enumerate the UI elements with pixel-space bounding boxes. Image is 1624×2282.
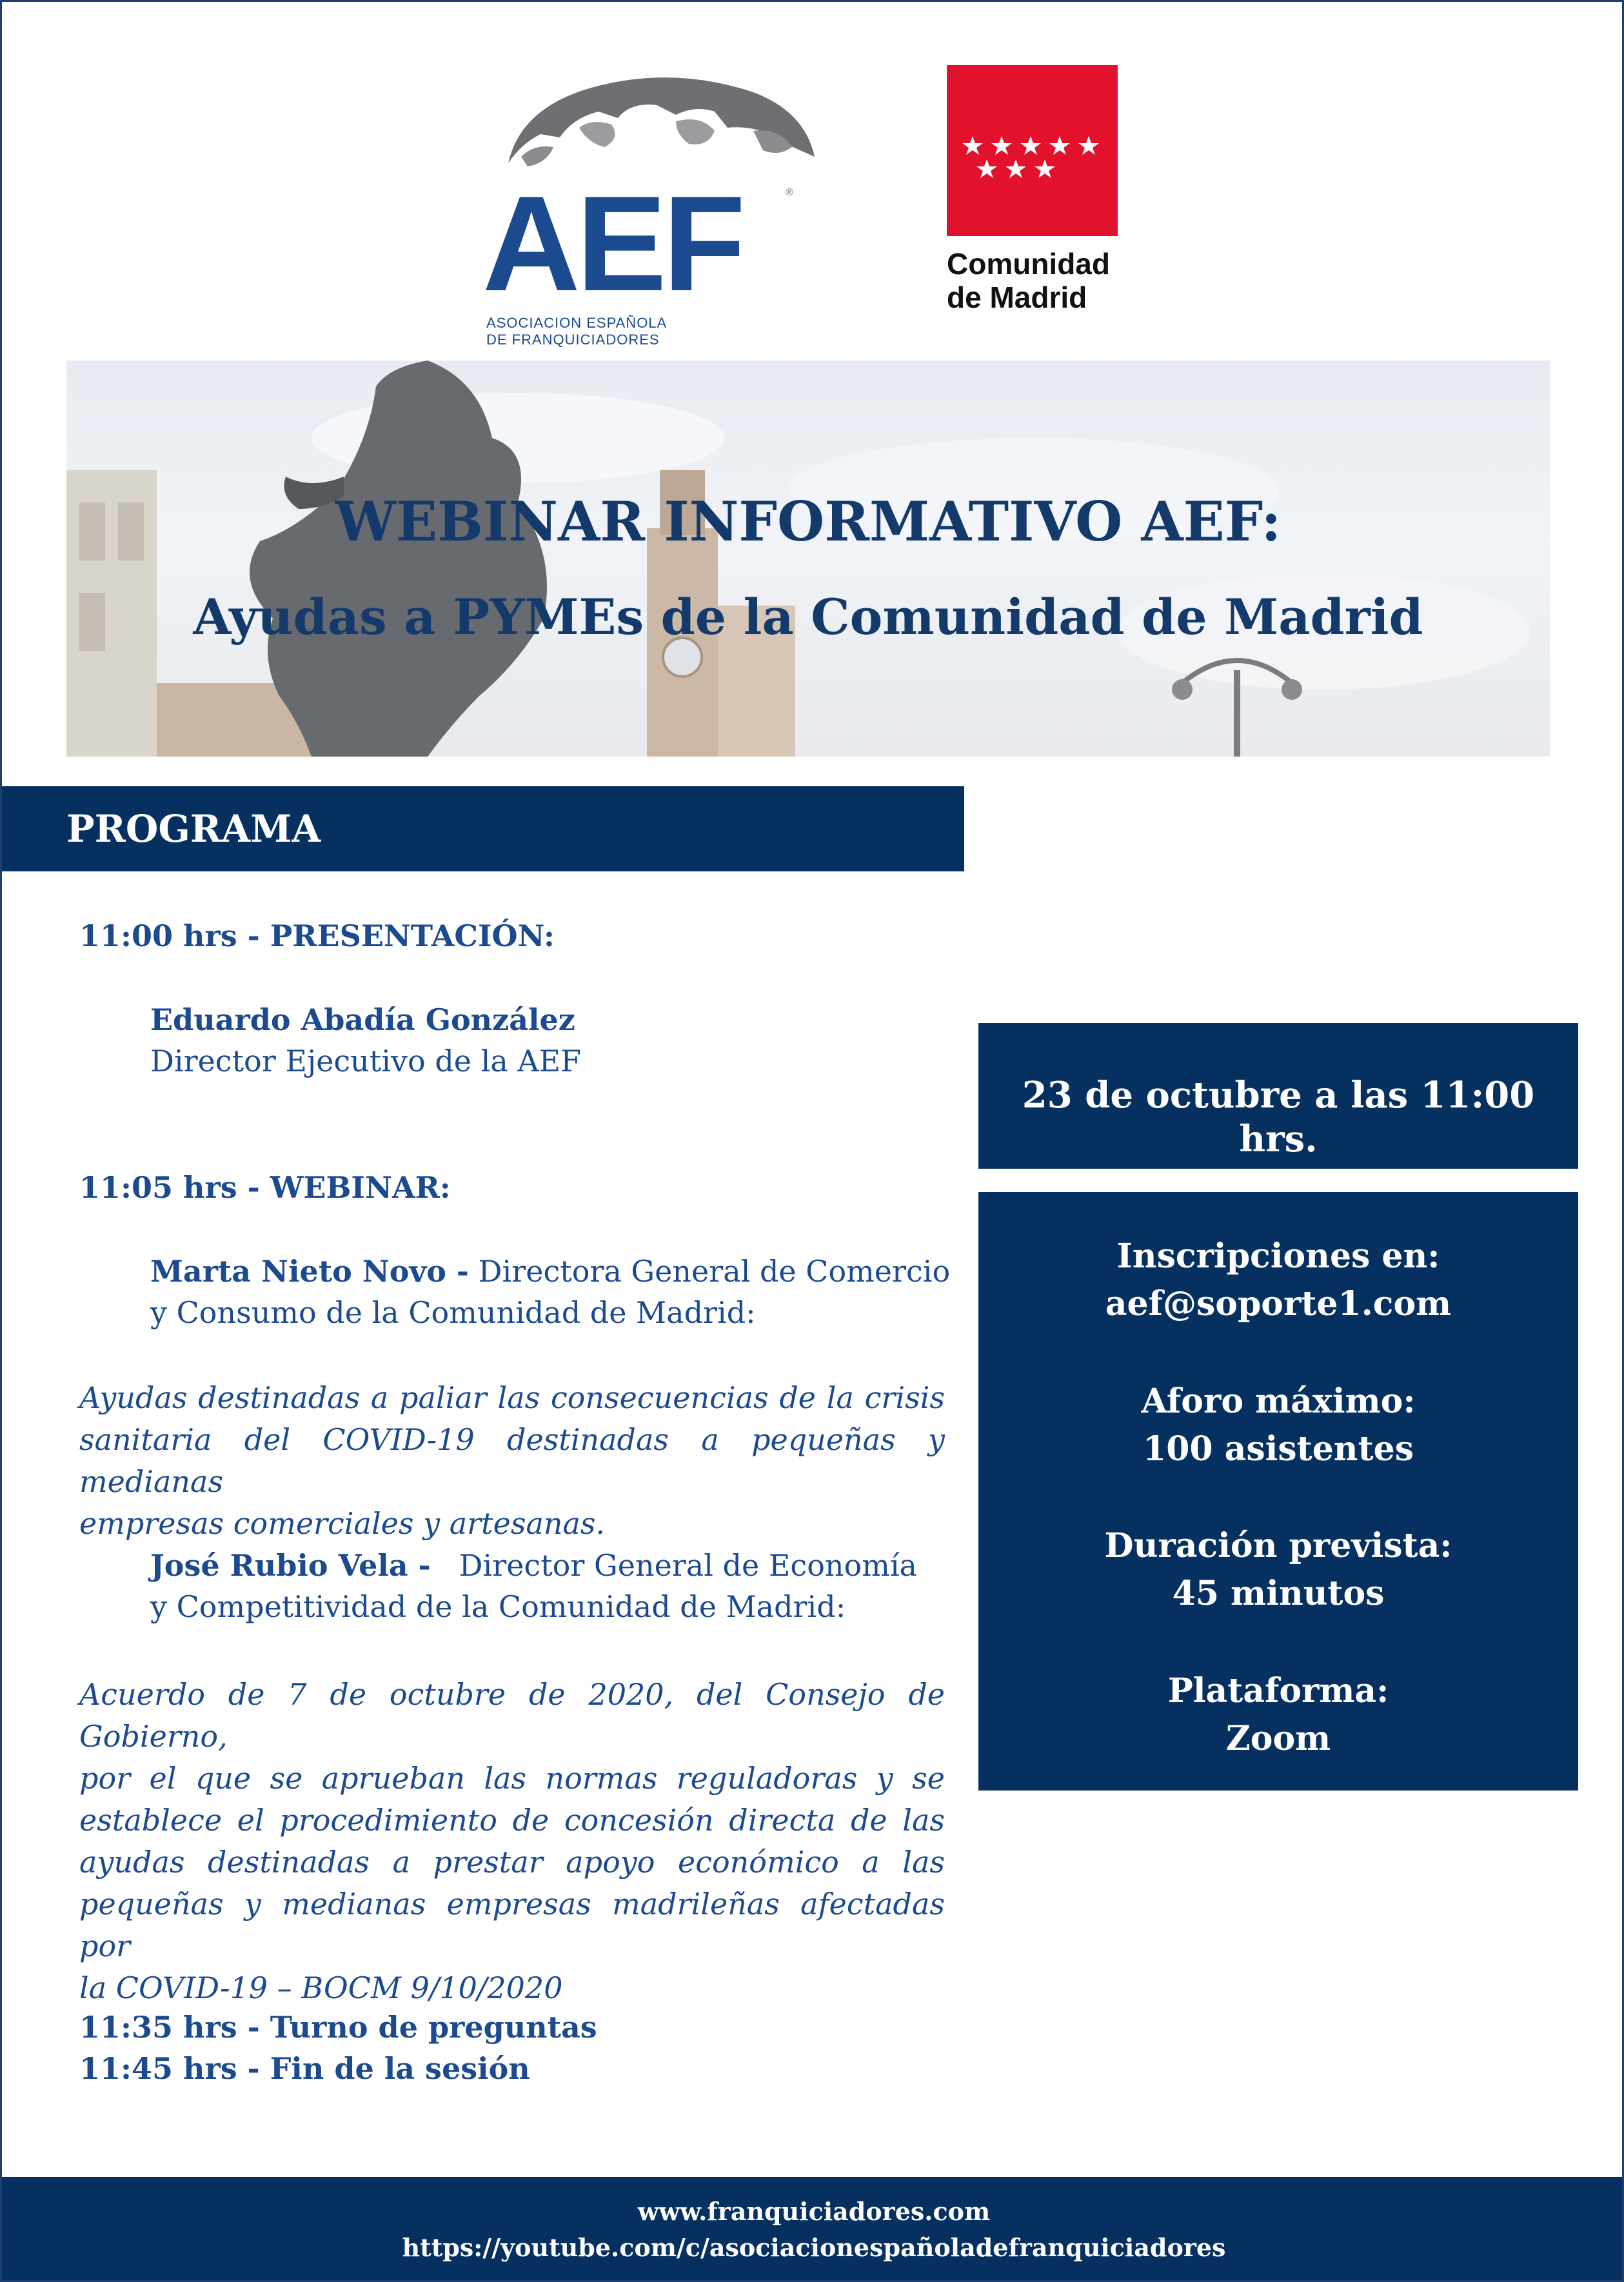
duracion-label: Duración prevista: [1104,1526,1452,1565]
stars-icon [947,65,1118,236]
aef-subtitle-line1: ASOCIACION ESPAÑOLA [486,315,668,331]
speaker2-role-line1: Director General de Economía [430,1548,917,1583]
aef-subtitle-line2: DE FRANQUICIADORES [486,332,660,348]
speaker2-topic-line: por el que se aprueban las normas reguladoras y se [79,1761,945,1796]
banner-subtitle: Ayudas a PYMEs de la Comunidad de Madrid [193,588,1423,646]
duracion-value: 45 minutos [1172,1574,1385,1613]
footer [2,2177,1624,2282]
header-banner [66,361,1550,757]
programa-heading: PROGRAMA [66,807,321,851]
speaker2-role-line2: y Competitividad de la Comunidad de Madrid: [150,1589,846,1624]
comunidad-line2: de Madrid [947,281,1087,314]
plataforma-label: Plataforma: [1167,1671,1389,1711]
aef-logo [482,66,818,348]
speaker1-topic-line: empresas comerciales y artesanas. [79,1506,606,1541]
speaker2-topic-line: establece el procedimiento de concesión directa de las [79,1803,945,1838]
speaker2-topic-line: Acuerdo de 7 de octubre de 2020, del Consejo de Gobierno, [79,1677,945,1754]
comunidad-line1: Comunidad [947,247,1110,281]
inscripciones-label: Inscripciones en: [1116,1236,1440,1276]
preguntas-time: 11:35 hrs - Turno de preguntas [79,2010,597,2045]
webinar-time: 11:05 hrs - WEBINAR: [79,1170,451,1205]
date-box [978,1023,1578,1169]
presentacion-time: 11:00 hrs - PRESENTACIÓN: [79,918,555,953]
speaker1-role-line2: y Consumo de la Comunidad de Madrid: [150,1295,756,1330]
speaker1-topic [79,1377,945,1545]
speaker2-topic-line: la COVID-19 – BOCM 9/10/2020 [79,1970,563,2005]
madrid-flag-icon [947,65,1118,236]
footer-website-link[interactable]: www.franquiciadores.com [637,2197,991,2226]
banner-title: WEBINAR INFORMATIVO AEF: [335,490,1282,553]
speaker1-role-line1: Directora General de Comercio [469,1254,951,1289]
svg-text:®: ® [786,187,793,198]
presentacion-block [150,999,956,1082]
speaker2-block [150,1545,956,1627]
aforo-label: Aforo máximo: [1141,1382,1416,1421]
madrid-photo-background [66,361,1550,757]
speaker2-topic-line: pequeñas y medianas empresas madrileñas afectadas por [79,1887,945,1963]
info-box [978,1192,1578,1791]
speaker1-name: Marta Nieto Novo - [150,1254,470,1289]
presentacion-speaker: Eduardo Abadía González [150,1002,575,1037]
plataforma-value: Zoom [1225,1719,1331,1758]
presentacion-role: Director Ejecutivo de la AEF [150,1044,582,1078]
fin-time: 11:45 hrs - Fin de la sesión [79,2051,530,2086]
speaker2-name: José Rubio Vela - [150,1548,431,1583]
event-date: 23 de octubre a las 11:00 hrs. [1022,1074,1535,1160]
comunidad-madrid-logo [947,65,1118,314]
speaker1-topic-line: Ayudas destinadas a paliar las consecuencias de la crisis [79,1380,945,1415]
comunidad-madrid-text [947,247,1127,314]
inscripciones-email[interactable]: aef@soporte1.com [1105,1284,1452,1324]
footer-youtube-link[interactable]: https://youtube.com/c/asociacionespañoladefranquiciadores [402,2233,1226,2262]
aforo-value: 100 asistentes [1143,1429,1414,1469]
programa-header-bar [2,786,964,871]
speaker2-topic-line: ayudas destinadas a prestar apoyo económico a las [79,1845,945,1880]
aef-logo-letters: AEF [482,168,742,319]
aef-logo-subtitle [486,315,770,348]
speaker1-block [150,1251,956,1333]
speaker1-topic-line: sanitaria del COVID-19 destinadas a pequeñas y medianas [79,1422,945,1499]
speaker2-topic [79,1674,945,2009]
